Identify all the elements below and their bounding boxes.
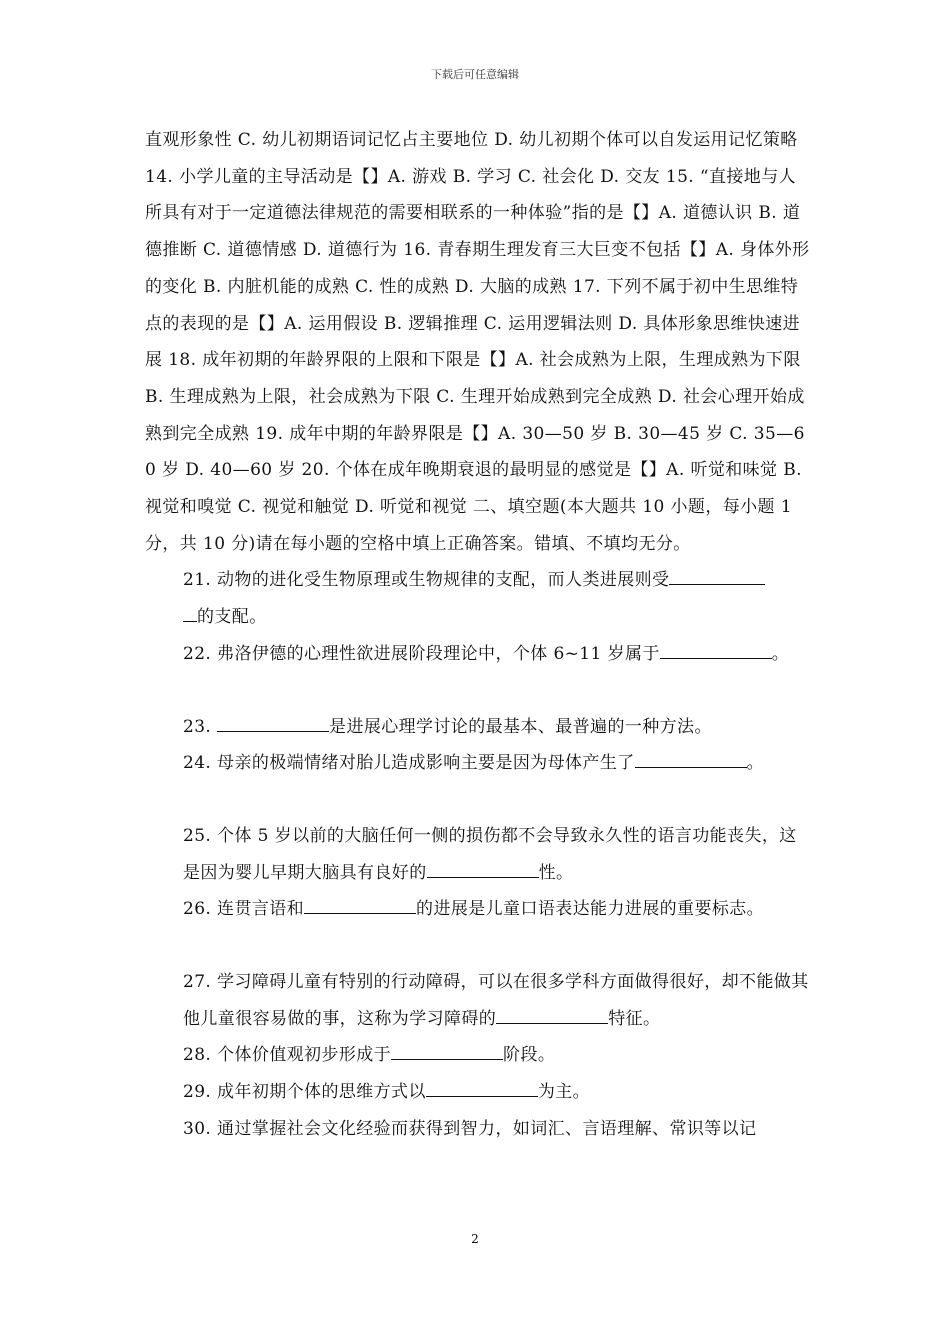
question-30 bbox=[145, 1111, 813, 1148]
answer-blank-22 bbox=[660, 640, 772, 659]
question-25-text: 25. 个体 5 岁以前的大脑任何一侧的损伤都不会导致永久性的语言功能丧失，这是因为婴儿早期大脑具有良好的 bbox=[183, 825, 797, 883]
spacer bbox=[145, 782, 813, 818]
question-21-tail: 的支配。 bbox=[197, 607, 267, 628]
document-body bbox=[145, 122, 813, 1148]
answer-blank-21-cont bbox=[183, 603, 197, 622]
question-28 bbox=[145, 1037, 813, 1074]
answer-blank-29 bbox=[426, 1078, 538, 1097]
question-21 bbox=[145, 562, 813, 635]
question-28-tail: 阶段。 bbox=[503, 1045, 556, 1066]
question-26 bbox=[145, 891, 813, 928]
question-25-tail: 性。 bbox=[538, 862, 574, 883]
question-24 bbox=[145, 745, 813, 782]
question-26-tail: 的进展是儿童口语表达能力进展的重要标志。 bbox=[416, 899, 765, 920]
question-23-text: 23. bbox=[183, 716, 218, 737]
page-number: 2 bbox=[471, 1232, 479, 1246]
question-30-text: 30. 通过掌握社会文化经验而获得到智力，如词汇、言语理解、常识等以记 bbox=[183, 1118, 757, 1139]
intro-paragraph: 直观形象性 C. 幼儿初期语词记忆占主要地位 D. 幼儿初期个体可以自发运用记忆策略 14. 小学儿童的主导活动是【】A. 游戏 B. 学习 C. 社会化 D. 交友 15. “直接地与人所具有对于一定道德法律规范的需要相联系的一种体验”指的是【】A. 道德认识 B. 道德推断 C. 道德情感 D. 道德行为 16. 青春期生理发育三大巨变不包括【】A. 身体外形的变化 B. 内脏机能的成熟 C. 性的成熟 D. 大脑的成熟 17. 下列不属于初中生思维特点的表现的是【】A. 运用假设 B. 逻辑推理 C. 运用逻辑法则 D. 具体形象思维快速进展 18. 成年初期的年龄界限的上限和下限是【】A. 社会成熟为上限，生理成熟为下限 B. 生理成熟为上限，社会成熟为下限 C. 生理开始成熟到完全成熟 D. 社会心理开始成熟到完全成熟 19. 成年中期的年龄界限是【】A. 30—50 岁 B. 30—45 岁 C. 35—60 岁 D. 40—60 岁 20. 个体在成年晚期衰退的最明显的感觉是【】A. 听觉和味觉 B. 视觉和嗅觉 C. 视觉和触觉 D. 听觉和视觉 二、填空题(本大题共 10 小题，每小题 1 分，共 10 分)请在每小题的空格中填上正确答案。错填、不填均无分。 bbox=[145, 130, 810, 554]
spacer bbox=[145, 673, 813, 709]
question-27-text: 27. 学习障碍儿童有特别的行动障碍，可以在很多学科方面做得很好，却不能做其他儿童很容易做的事，这称为学习障碍的 bbox=[183, 972, 809, 1029]
question-26-text: 26. 连贯言语和 bbox=[183, 899, 305, 920]
answer-blank-25 bbox=[427, 859, 539, 878]
page-header: 下载后可任意编辑 bbox=[431, 68, 519, 81]
question-23-tail: 是进展心理学讨论的最基本、最普遍的一种方法。 bbox=[329, 716, 712, 737]
question-29-text: 29. 成年初期个体的思维方式以 bbox=[183, 1082, 426, 1103]
question-22-tail: 。 bbox=[771, 643, 790, 664]
question-22 bbox=[145, 636, 813, 673]
question-28-text: 28. 个体价值观初步形成于 bbox=[183, 1045, 392, 1066]
answer-blank-27 bbox=[496, 1005, 608, 1024]
question-23 bbox=[145, 709, 813, 746]
question-25 bbox=[145, 818, 813, 891]
question-24-text: 24. 母亲的极端情绪对胎儿造成影响主要是因为母体产生了 bbox=[183, 753, 635, 774]
answer-blank-23 bbox=[217, 713, 329, 732]
question-21-text: 21. 动物的进化受生物原理或生物规律的支配，而人类进展则受 bbox=[183, 570, 670, 591]
question-22-text: 22. 弗洛伊德的心理性欲进展阶段理论中，个体 6~11 岁属于 bbox=[183, 643, 660, 664]
answer-blank-26 bbox=[304, 895, 416, 914]
answer-blank-21 bbox=[669, 566, 765, 585]
question-29-tail: 为主。 bbox=[537, 1082, 591, 1103]
question-27 bbox=[145, 964, 813, 1037]
answer-blank-28 bbox=[391, 1041, 503, 1060]
answer-blank-24 bbox=[635, 749, 747, 768]
question-24-tail: 。 bbox=[746, 753, 765, 774]
question-29 bbox=[145, 1074, 813, 1111]
question-27-tail: 特征。 bbox=[608, 1008, 661, 1029]
spacer bbox=[145, 928, 813, 964]
